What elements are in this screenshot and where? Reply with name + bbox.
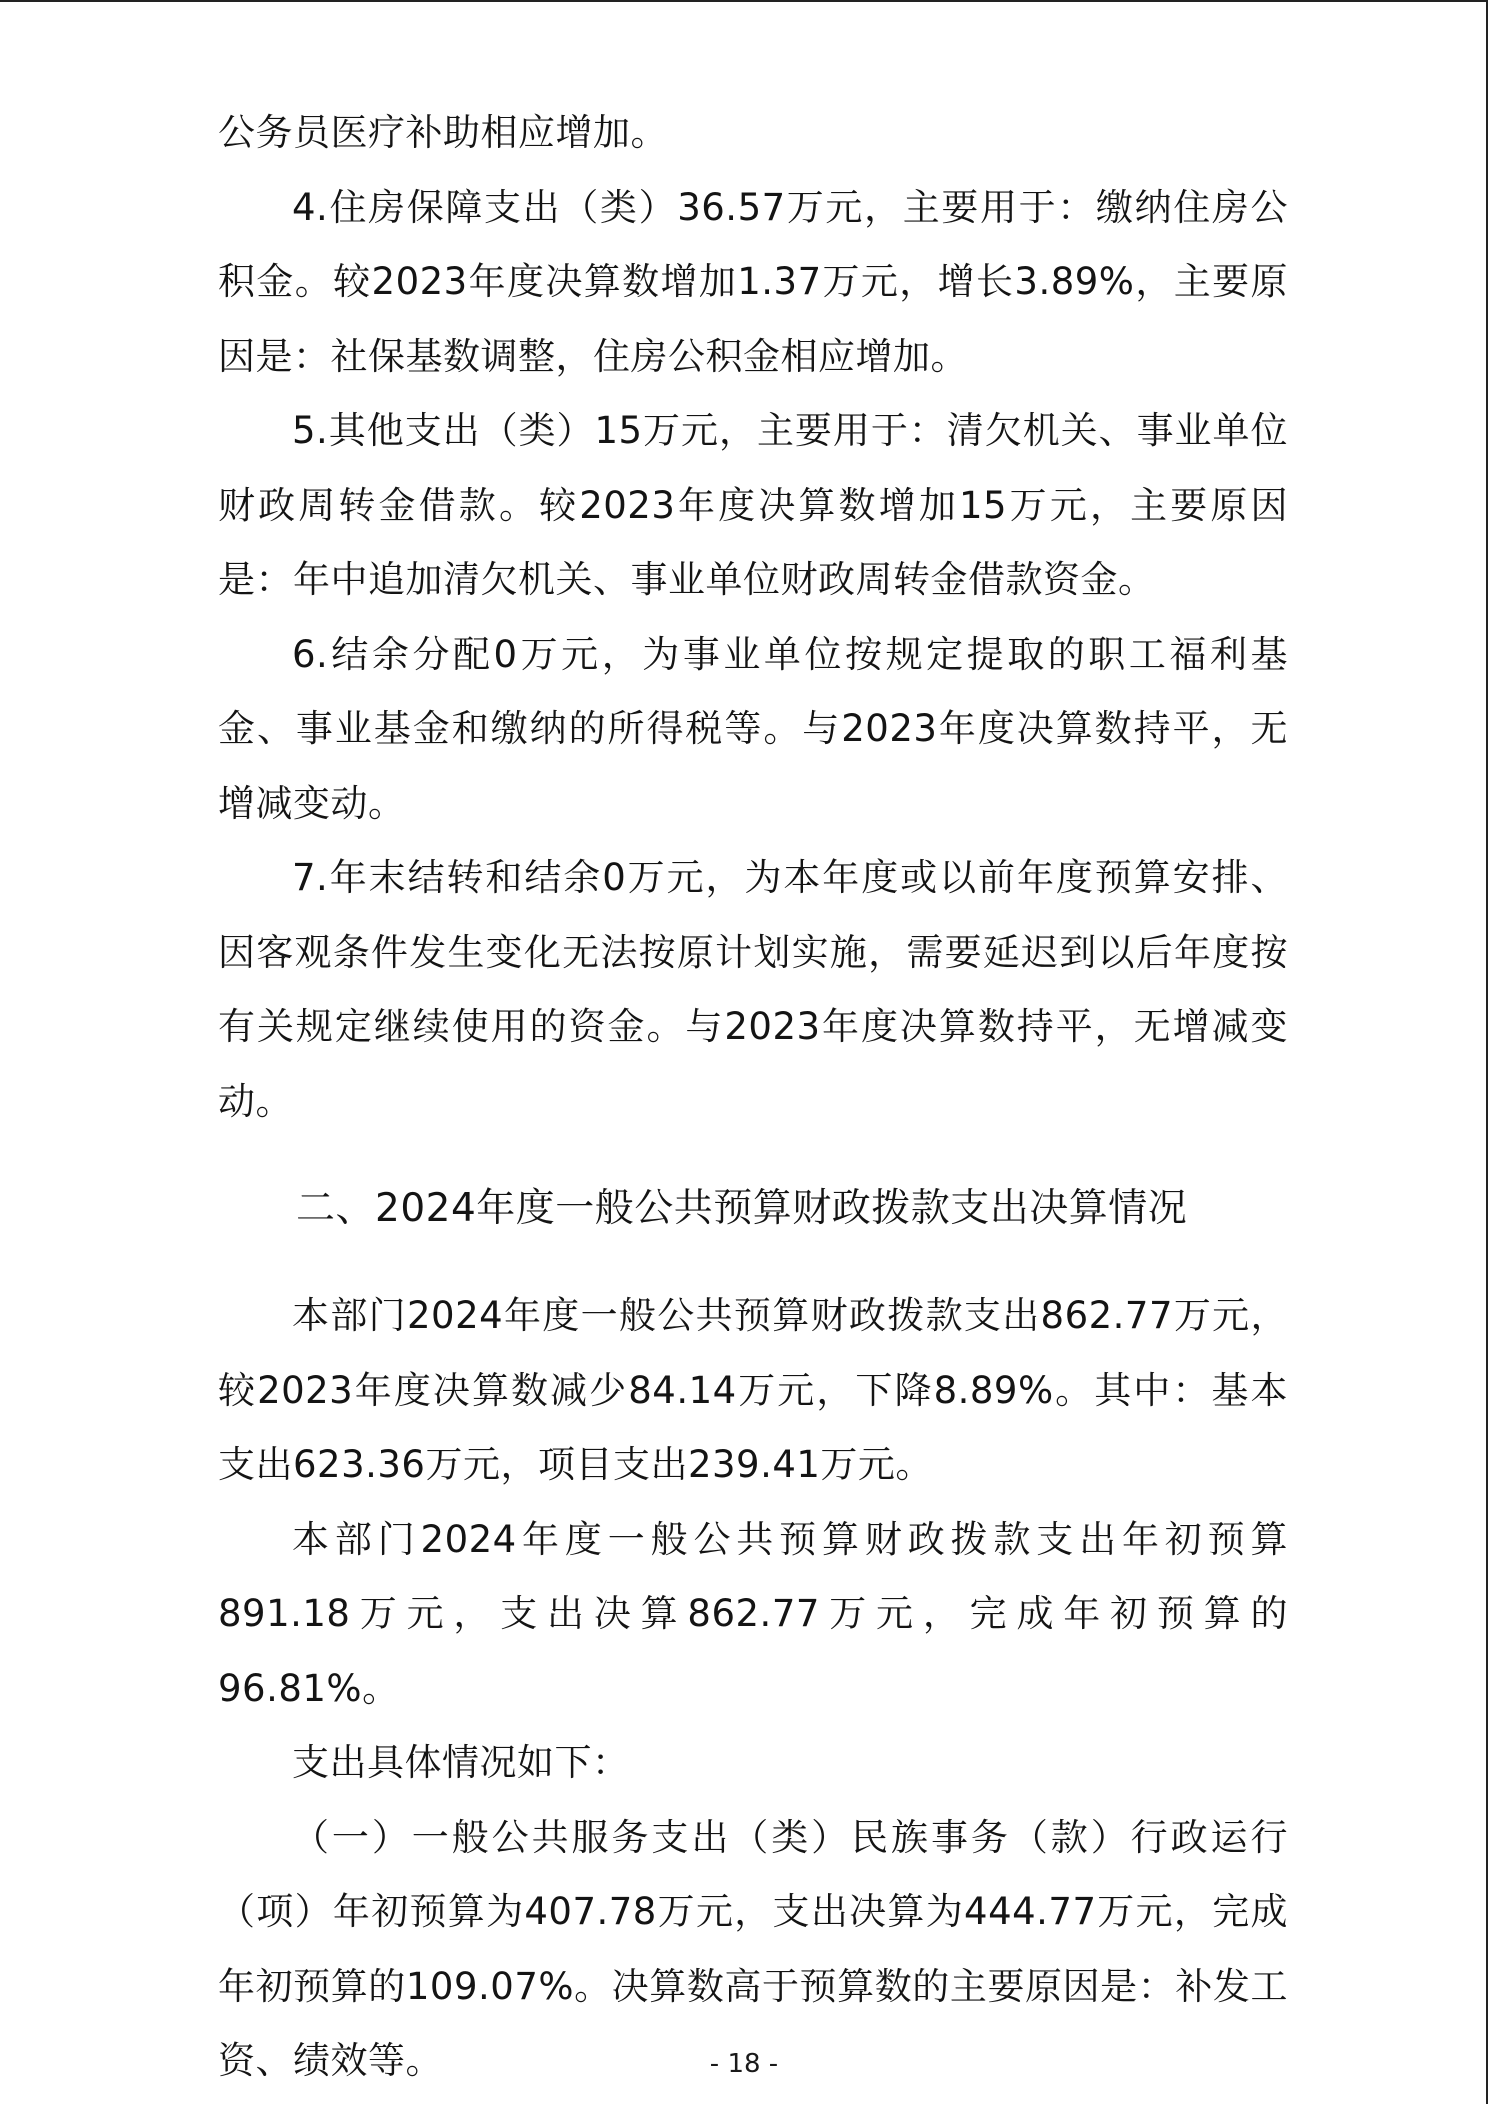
paragraph-housing-expenditure: 4.住房保障支出（类）36.57万元，主要用于：缴纳住房公积金。较2023年度决算数增加1.37万元，增长3.89%，主要原因是：社保基数调整，住房公积金相应增加。 (218, 185, 1288, 378)
document-body (218, 96, 1288, 2099)
section-heading: 二、2024年度一般公共预算财政拨款支出决算情况 (296, 1186, 1188, 1231)
paragraph-surplus-distribution: 6.结余分配0万元，为事业单位按规定提取的职工福利基金、事业基金和缴纳的所得税等。与2023年度决算数持平，无增减变动。 (218, 632, 1288, 825)
paragraph-year-end-balance: 7.年末结转和结余0万元，为本年度或以前年度预算安排、因客观条件发生变化无法按原计划实施，需要延迟到以后年度按有关规定继续使用的资金。与2023年度决算数持平，无增减变动。 (218, 856, 1288, 1123)
paragraph-budget-completion: 本部门2024年度一般公共预算财政拨款支出年初预算891.18万元，支出决算862.77万元，完成年初预算的96.81%。 (218, 1517, 1288, 1710)
paragraph-general-public-services: （一）一般公共服务支出（类）民族事务（款）行政运行（项）年初预算为407.78万元，支出决算为444.77万元，完成年初预算的109.07%。决算数高于预算数的主要原因是：补发工资、绩效等。 (218, 1815, 1288, 2082)
page-number: - 18 - (709, 2049, 779, 2079)
paragraph-details-intro: 支出具体情况如下： (292, 1741, 630, 1784)
paragraph-other-expenditure: 5.其他支出（类）15万元，主要用于：清欠机关、事业单位财政周转金借款。较2023年度决算数增加15万元，主要原因是：年中追加清欠机关、事业单位财政周转金借款资金。 (218, 409, 1288, 601)
paragraph-appropriation-total: 本部门2024年度一般公共预算财政拨款支出862.77万元，较2023年度决算数减少84.14万元，下降8.89%。其中：基本支出623.36万元，项目支出239.41万元。 (218, 1294, 1288, 1486)
paragraph-continuation: 公务员医疗补助相应增加。 (218, 111, 668, 154)
